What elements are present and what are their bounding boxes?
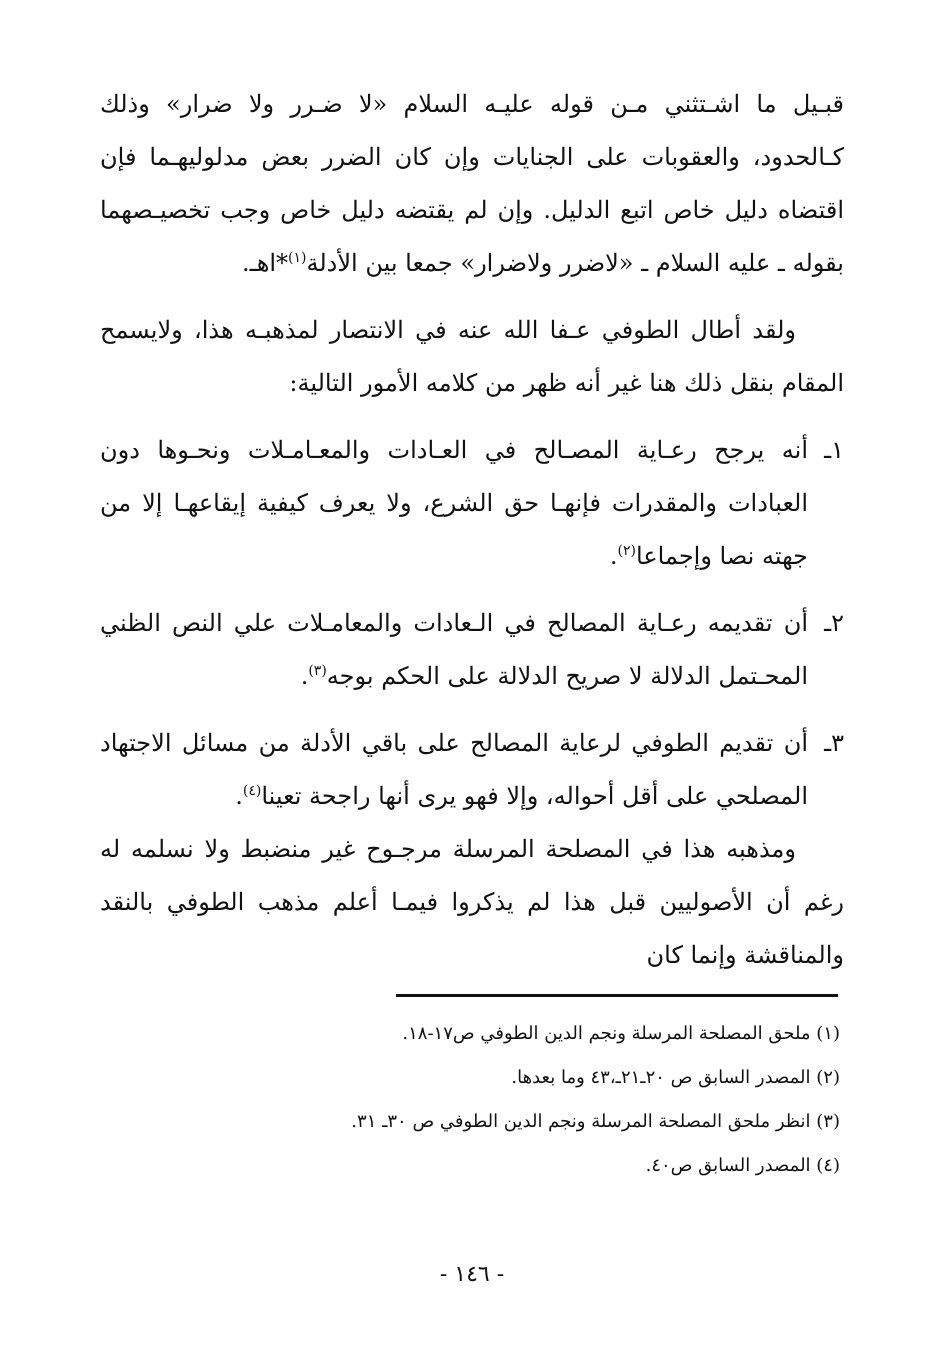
footnote-2: (٢) المصدر السابق ص ٢٠ـ٢١ـ،٤٣ وما بعدها. bbox=[511, 1067, 840, 1088]
footnote-4: (٤) المصدر السابق ص٤٠. bbox=[645, 1155, 840, 1176]
footnote-ref-2: (٢) bbox=[617, 543, 637, 559]
list-number-1: ١ـ bbox=[824, 436, 844, 464]
list-item-3 bbox=[100, 717, 844, 823]
list-item-3-text: أن تقديم الطوفي لرعاية المصالح على باقي الأدلة من مسائل الاجتهاد المصلحي على أقل أحواله، وإلا فهو يرى أنها راجحة تعينا bbox=[100, 729, 808, 810]
list-item-3-end: . bbox=[235, 782, 243, 810]
footnote-1: (١) ملحق المصلحة المرسلة ونجم الدين الطوفي ص١٧-١٨. bbox=[402, 1023, 840, 1044]
footnote-ref-1: (١) bbox=[288, 250, 307, 266]
list-item-1 bbox=[100, 424, 844, 583]
list-item-2-para bbox=[100, 597, 808, 703]
list-item-2-text: أن تقديمه رعـاية المصالح في الـعادات والمعامـلات علي النص الظني المحـتمل الدلالة لا صريح الدلالة على الحكم بوجه bbox=[100, 609, 808, 690]
list-number-2: ٢ـ bbox=[824, 609, 844, 637]
paragraph-1-text: قبـيل ما اشـتثني مـن قوله عليـه السلام «لا ضـرر ولا ضرار» وذلك كـالحدود، والعقوبات على الجنايات وإن كان الضرر بعض مدلوليهـما فإن اقتضاه دليل خاص اتبع الدليل. وإن لم يقتضه دليل خاص وجب تخصيـصهما بقوله ـ عليه السلام ـ «لاضرر ولاضرار» جمعا بين الأدلة bbox=[100, 90, 845, 277]
list-item-2-end: . bbox=[300, 662, 309, 690]
footnote-ref-4: (٤) bbox=[242, 783, 262, 799]
list-item-1-end: . bbox=[609, 542, 618, 570]
page-number: - ١٤٦ - bbox=[439, 1262, 505, 1287]
footnotes bbox=[300, 1012, 840, 1188]
list-item-3-para bbox=[100, 717, 808, 823]
paragraph-1-end: *اهـ. bbox=[242, 249, 289, 277]
footnote-ref-3: (٣) bbox=[308, 663, 327, 679]
main-text bbox=[100, 78, 844, 982]
paragraph-3 bbox=[100, 823, 844, 982]
list-number-3: ٣ـ bbox=[824, 729, 844, 757]
paragraph-3-text: ومذهبه هذا في المصلحة المرسلة مرجـوح غير منضبط ولا نسلمه له رغم أن الأصوليين قبل هذا لم يذكروا فيمـا أعلم مذهب الطوفي بالنقد والمناقشة وإنما كان bbox=[100, 835, 844, 969]
paragraph-1 bbox=[100, 78, 844, 290]
paragraph-2-text: ولقد أطال الطوفي عـفا الله عنه في الانتصار لمذهبـه هذا، ولايسمح المقام بنقل ذلك هنا غير أنه ظهر من كلامه الأمور التالية: bbox=[100, 316, 844, 397]
list-item-1-para bbox=[100, 424, 808, 583]
list-item-2 bbox=[100, 597, 844, 703]
list-item-1-text: أنه يرجح رعـاية المصـالح في العـادات والمعـامـلات ونحـوها دون العبادات والمقدرات فإنهـا حق الشرع، ولا يعرف كيفية إيقاعهـا إلا من جهته نصا وإجماعا bbox=[100, 436, 808, 570]
paragraph-2 bbox=[100, 304, 844, 410]
footnote-3: (٣) انظر ملحق المصلحة المرسلة ونجم الدين الطوفي ص ٣٠ـ ٣١. bbox=[351, 1111, 840, 1132]
footnote-separator bbox=[396, 994, 838, 997]
